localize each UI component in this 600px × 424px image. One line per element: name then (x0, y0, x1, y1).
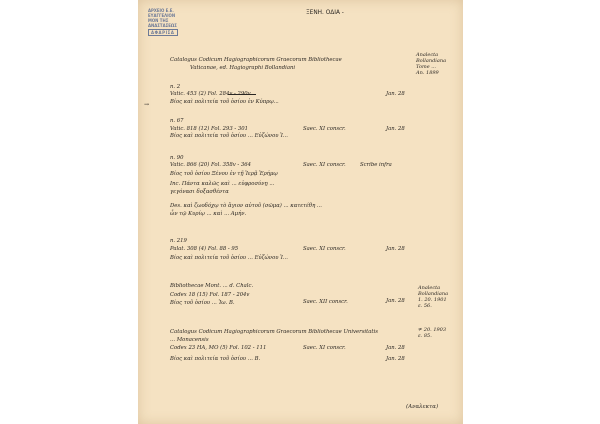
margin-note-line: Tome ... (416, 64, 437, 70)
margin-note-3 (418, 327, 446, 339)
entry-century: Saec. XI conscr. (303, 126, 346, 132)
margin-note-line: Analecta (418, 285, 441, 291)
entry-date: Jan. 28 (386, 345, 405, 351)
margin-note-line: Analecta (416, 52, 439, 58)
margin-note-line: Bollandiana (418, 291, 449, 297)
entry-codex: Vatic. 866 (20) Fol. 358v - 364 (170, 162, 252, 168)
entry-century: Saec. XI conscr. (303, 345, 346, 351)
margin-note-1 (416, 52, 446, 76)
entry-number: n. 90 (170, 155, 184, 161)
margin-note-2 (418, 285, 448, 309)
page-header: ΞΕΝΗ. ΟΔΙΑ - (306, 10, 344, 16)
entry-number: n. 219 (170, 238, 187, 244)
stamp-line-1: ΑΡΧΕΙΟ Ε.Ε. ΕΥΑΓΓΕΛΙΟΝ (148, 8, 176, 18)
entry-century: Saec. XI conscr. (303, 162, 346, 168)
catalog-title-2: Vaticanae, ed. Hagiographi Bollandiani (190, 65, 296, 71)
strike-mark (228, 94, 256, 95)
catalog-title-1: Catalogus Codicum Hagiographicorum Graecorum Bibliothecae (170, 57, 342, 63)
entry-codex: Codex 18 (15) Fol. 187 - 204v (170, 292, 250, 298)
entry-text: Βίος καὶ πολιτεία τοῦ ὁσίου ... B. (170, 356, 261, 362)
entry-codex: Vatic. 453 (2) Fol. 284v - 290v (170, 91, 251, 97)
entry-codex: Vatic. 818 (12) Fol. 293 - 301 (170, 126, 249, 132)
catalog-title-5: ... Monacensis (170, 337, 209, 343)
archive-stamp (148, 8, 198, 35)
entry-text: Βίος τοῦ ὁσίου ... Ἰω. B. (170, 300, 235, 306)
entry-desinit-2: ὧν τῷ Κυρίῳ ... καὶ ... Αμήν. (170, 211, 247, 217)
entry-incipit-2: γεγόνασι δοξασθέντα (170, 189, 229, 195)
document-page (138, 0, 463, 424)
entry-date: Jan. 28 (386, 356, 405, 362)
entry-date: Jan. 28 (386, 246, 405, 252)
entry-incipit: Inc. Πάντα καλῶς καὶ ... εὐφροσύνῃ ... (170, 181, 275, 187)
entry-text: Βίος καὶ πολιτεία τοῦ ὁσίου ... Εὐζώνου Ἰ... (170, 133, 288, 139)
entry-codex: Palat. 308 (4) Fol. 88 - 95 (170, 246, 239, 252)
entry-date: Jan. 28 (386, 298, 405, 304)
margin-note-line: ε. 85. (418, 333, 432, 339)
margin-note-line: ≠ 20. 1903 (418, 327, 447, 333)
entry-text: Βίος καὶ πολιτεία τοῦ ὁσίου ἐν Κύπρῳ... (170, 99, 279, 105)
entry-century: Saec. XI conscr. (303, 246, 346, 252)
entry-text: Βίος καὶ πολιτεία τοῦ ὁσίου ... Εὐζώνου Ἰ... (170, 255, 288, 261)
entry-number: n. 67 (170, 118, 184, 124)
margin-note-line: An. 1899 (416, 70, 439, 76)
entry-date: Jan. 28 (386, 126, 405, 132)
entry-note: Scribe infra (360, 162, 392, 168)
entry-desinit: Des. καὶ ζωοδόχῳ τὸ ἄγιον αὐτοῦ (σῶμα) ... κατετέθη ... (170, 203, 322, 209)
stamp-line-2: ΜΟΝ ΤΗΣ ΑΝΑΣΤΑΣΕΩΣ (148, 18, 177, 28)
entry-text: Βίος τοῦ ὁσίου Ξένου ἐν τῇ Ἱερᾷ Ἐρήμῳ (170, 171, 278, 177)
entry-codex: Codex 23 HA, MO (5) Fol. 102 - 111 (170, 345, 267, 351)
stamp-city: ΑΦΑΡΙΣΑ (148, 29, 178, 36)
margin-note-line: 1. 20. 1901 (418, 297, 447, 303)
catalog-title-3: Bibliothecae Mont. ... d. Chalc. (170, 283, 254, 289)
entry-date: Jan. 28 (386, 91, 405, 97)
margin-note-line: Bollandiana (416, 58, 447, 64)
signature: (Αναλεκτα) (406, 404, 439, 410)
entry-century: Saec. XII conscr. (303, 299, 348, 305)
entry-number: n. 2 (170, 84, 181, 90)
margin-arrow-icon: → (144, 101, 150, 108)
catalog-title-4: Catalogus Codicum Hagiographicorum Graecorum Bibliothecae Universitatis (170, 329, 378, 335)
margin-note-line: ε. 56. (418, 303, 432, 309)
